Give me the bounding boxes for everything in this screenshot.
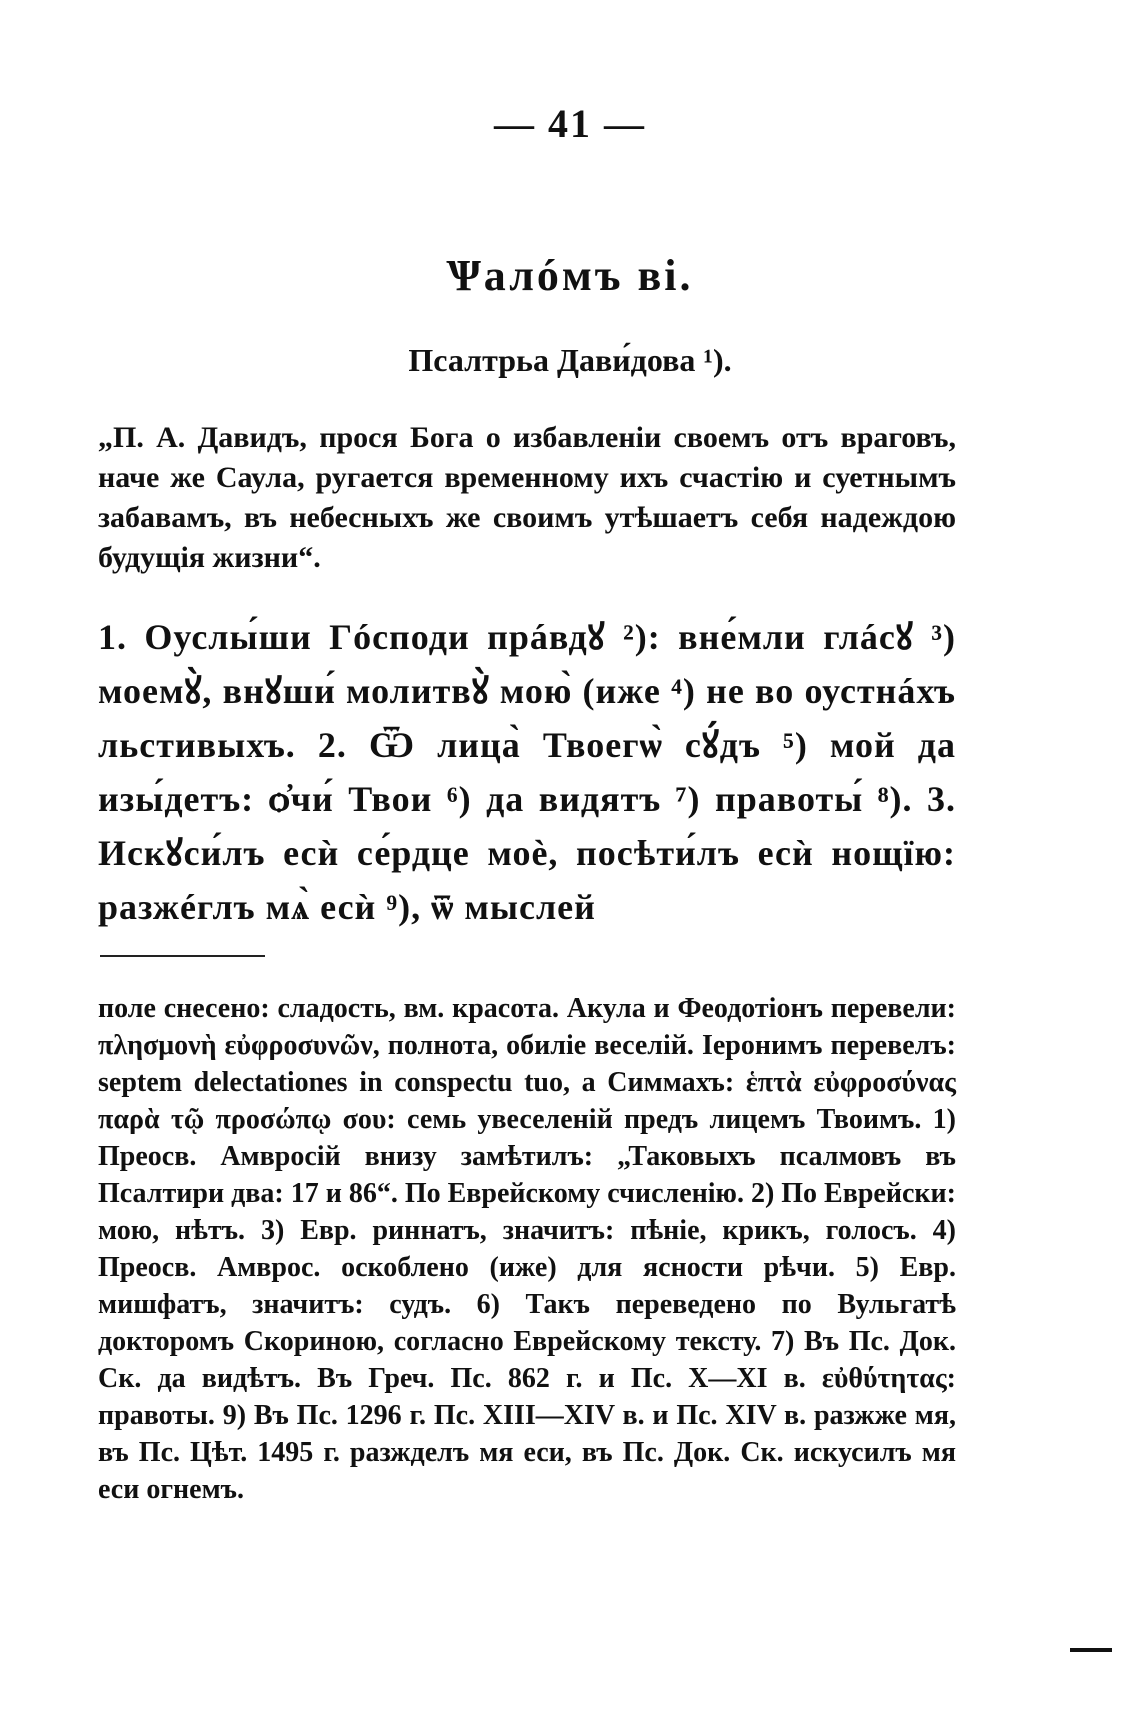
psalm-subtitle: Псалтрьа Дави́дова ¹). (408, 342, 732, 378)
psalm-verse-text: 1. Оуслы́ши Гóсподи прáвдꙋ ²): вне́мли глáсꙋ ³) моемꙋ̀, внꙋши́ молитвꙋ̀ мою̀ (иже ⁴) не во оустнáхъ льстивыхъ. 2. Ѿ лица̀ Твоегѡ̀ сꙋ́дъ ⁵) мой да изы́детъ: ѻ҆чи́ Твои ⁶) да видятъ ⁷) правоты́ ⁸). 3. Искꙋси́лъ есѝ се́рдце моѐ, посѣти́лъ есѝ нощїю: разжéглъ мѧ̀ есѝ ⁹), ѿ мыслей (98, 617, 956, 927)
psalm-title: Ѱалóмъ ві. (446, 251, 694, 300)
footnotes: поле снесено: сладость, вм. красота. Акула и Феодотіонъ перевели: πλησμονὴ εὐφροσυνῶν, полнота, обиліе веселій. Іеронимъ перевелъ: septem delectationes in conspectu tuo, а Симмахъ: ἑπτὰ εὐφροσύνας παρὰ τῷ προσώπῳ σου: семь увеселеній предъ лицемъ Твоимъ. 1) Преосв. Амвросій внизу замѣтилъ: „Таковыхъ псалмовъ въ Псалтири два: 17 и 86“. По Еврейскому счисленію. 2) По Еврейски: мою, нѣтъ. 3) Евр. риннатъ, значитъ: пѣніе, крикъ, голосъ. 4) Преосв. Амврос. оскоблено (иже) для ясности рѣчи. 5) Евр. мишфатъ, значитъ: судъ. 6) Такъ переведено по Вульгатѣ докторомъ Скориною, согласно Еврейскому тексту. 7) Въ Пс. Док. Ск. да видѣтъ. Въ Греч. Пс. 862 г. и Пс. X—XI в. εὐθύτητας: правоты. 9) Въ Пс. 1296 г. Пс. XIII—XIV в. и Пс. XIV в. разжже мя, въ Пс. Цѣт. 1495 г. разжделъ мя еси, въ Пс. Док. Ск. искусилъ мя еси огнемъ. (98, 993, 956, 1505)
margin-mark (1070, 1648, 1112, 1652)
page-number: — 41 — (494, 101, 646, 146)
psalm-summary: „П. А. Давидъ, прося Бога о избавленіи своемъ отъ враговъ, наче же Саула, ругается временному ихъ счастію и суетнымъ забавамъ, въ небесныхъ же своимъ утѣшаетъ себя надеждою будущія жизни“. (98, 421, 956, 574)
footnote-rule (100, 955, 265, 957)
